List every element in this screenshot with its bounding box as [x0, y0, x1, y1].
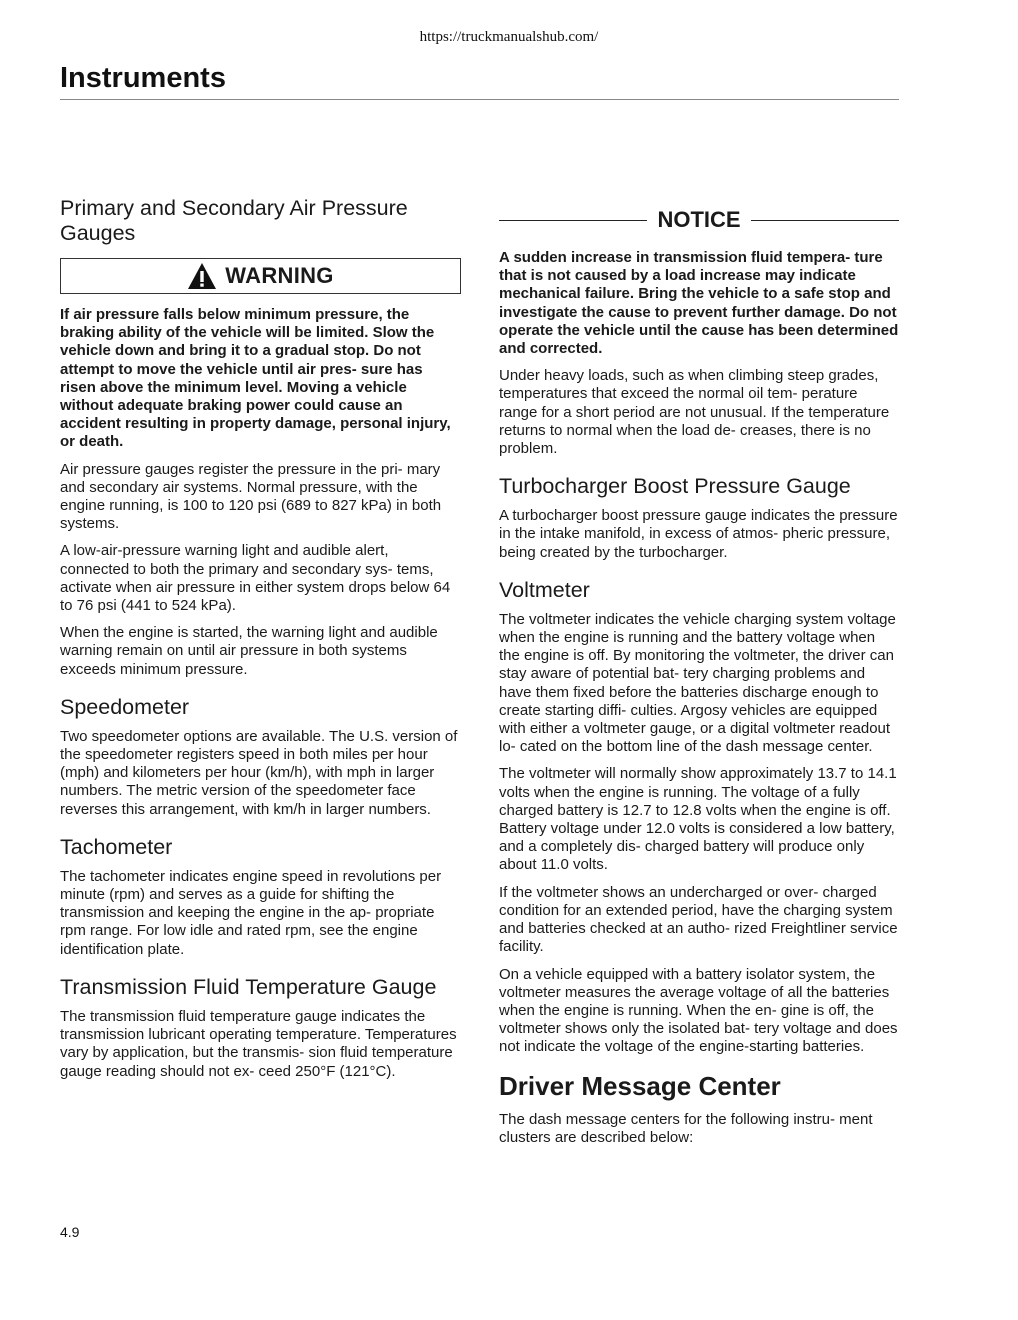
- notice-label: NOTICE: [657, 207, 741, 232]
- tachometer-paragraph: The tachometer indicates engine speed in revolutions per minute (rpm) and serves as a guide for shifting the transmission and keeping the engine in the ap- propriate rpm range. For low idle and rated rpm, see the engine identification plate.: [60, 867, 442, 958]
- title-divider: [60, 99, 899, 100]
- warning-triangle-icon: [187, 262, 217, 290]
- air-pressure-heading: Primary and Secondary Air Pressure Gauges: [60, 196, 408, 245]
- turbo-boost-heading: Turbocharger Boost Pressure Gauge: [499, 474, 851, 499]
- speedometer-paragraph: Two speedometer options are available. The U.S. version of the speedometer registers speed in both miles per hour (mph) and kilometers per hour (km/h), with mph in larger numbers. The metric version of the speedometer face reverses this arrangement, with km/h in larger numbers.: [60, 727, 458, 818]
- tachometer-heading: Tachometer: [60, 834, 173, 859]
- voltmeter-paragraph: If the voltmeter shows an undercharged or over- charged condition for an extended period, have the charging system and batteries checked at an autho- rized Freightliner service facility.: [499, 883, 898, 956]
- notice-rule-left: [499, 220, 647, 221]
- air-pressure-paragraph: A low-air-pressure warning light and audible alert, connected to both the primary and secondary sys- tems, activate when air pressure in either system drops below 64 to 76 psi (441 to 524 kPa).: [60, 542, 451, 615]
- voltmeter-heading: Voltmeter: [499, 577, 590, 602]
- speedometer-heading: Speedometer: [60, 694, 190, 719]
- notice-rule-right: [751, 220, 899, 221]
- notice-text: A sudden increase in transmission fluid tempera- ture that is not caused by a load increase may indicate mechanical failure. Bring the vehicle to a safe stop and investigate the cause to prevent further damage. Do not operate the vehicle until the cause has been determined and corrected.: [499, 249, 899, 358]
- warning-label: WARNING: [225, 263, 334, 288]
- voltmeter-paragraph: The voltmeter will normally show approximately 13.7 to 14.1 volts when the engine is running. The voltage of a fully charged battery is 12.7 to 12.8 volts when the engine is off. Battery voltage under 12.0 volts is considered a low battery, and a completely dis- charged battery will produce only about 11.0 volts.: [499, 765, 897, 874]
- page-number: 4.9: [60, 1224, 80, 1240]
- warning-banner: [60, 258, 461, 294]
- voltmeter-paragraph: The voltmeter indicates the vehicle charging system voltage when the engine is running and the battery voltage when the engine is off. By monitoring the voltmeter, the driver can stay aware of potential bat- tery charging problems and have them fixed before the batteries discharge enough to create starting diffi- culties. Argosy vehicles are equipped with either a voltmeter gauge, or a digital voltmeter readout lo- cated on the bottom line of the dash message center.: [499, 610, 896, 756]
- voltmeter-paragraph: On a vehicle equipped with a battery isolator system, the voltmeter measures the average voltage of all the batteries when the engine is running. When the en- gine is off, the voltmeter shows only the isolated bat- tery voltage and does not indicate the voltage of the engine-starting batteries.: [499, 965, 898, 1056]
- warning-text: If air pressure falls below minimum pressure, the braking ability of the vehicle will be limited. Slow the vehicle down and bring it to a gradual stop. Do not attempt to move the vehicle until air pres- sure has risen above the minimum level. Moving a vehicle without adequate braking power could cause an accident resulting in property damage, personal injury, or death.: [60, 306, 451, 451]
- air-pressure-paragraph: When the engine is started, the warning light and audible warning remain on until air pressure in both systems exceeds minimum pressure.: [60, 624, 438, 678]
- right-column: [499, 196, 899, 1156]
- left-column: [60, 196, 461, 1090]
- driver-message-center-paragraph: The dash message centers for the following instru- ment clusters are described below:: [499, 1110, 873, 1146]
- page-title: Instruments: [60, 62, 226, 94]
- turbo-boost-paragraph: A turbocharger boost pressure gauge indicates the pressure in the intake manifold, in excess of atmos- pheric pressure, being created by the turbocharger.: [499, 507, 898, 561]
- notice-banner: [499, 198, 899, 242]
- driver-message-center-heading: Driver Message Center: [499, 1070, 781, 1101]
- transmission-temp-heading: Transmission Fluid Temperature Gauge: [60, 974, 437, 999]
- source-url[interactable]: https://truckmanualshub.com/: [419, 29, 599, 45]
- transmission-temp-paragraph: Under heavy loads, such as when climbing steep grades, temperatures that exceed the normal oil tem- perature range for a short period are not unusual. If the temperature returns to normal when the load de- creases, there is no problem.: [499, 367, 890, 458]
- air-pressure-paragraph: Air pressure gauges register the pressure in the pri- mary and secondary air systems. Normal pressure, with the engine running, is 100 to 120 psi (689 to 827 kPa) in both systems.: [60, 460, 442, 533]
- transmission-temp-paragraph: The transmission fluid temperature gauge indicates the transmission lubricant operating temperature. Temperatures vary by application, but the transmis- sion fluid temperature gauge reading should not ex- ceed 250°F (121°C).: [60, 1007, 457, 1080]
